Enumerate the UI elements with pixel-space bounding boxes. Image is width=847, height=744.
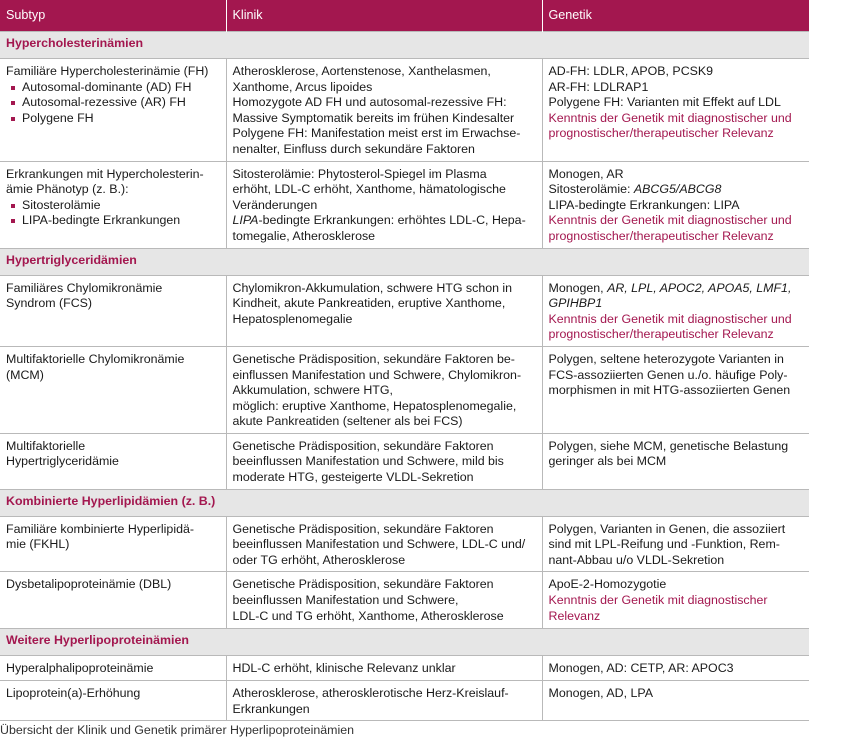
subtyp-text: Hyperalphalipoproteinämie [6,661,154,676]
genetik-cell [542,433,809,489]
relevance-note: prognostischer/therapeutischer Relevanz [548,327,774,342]
text-line: LDL-C und TG erhöht, Xanthome, Atherosklerose [232,608,504,623]
klinik-cell [226,161,542,248]
genetik-cell [542,59,809,162]
text-line: beeinflussen Manifestation und Schwere, mild bis [232,454,504,469]
header-subtyp: Subtyp [0,0,226,32]
text-line: morphismen in mit HTG-assoziierten Genen [548,383,791,398]
relevance-note: Kenntnis der Genetik mit diagnostischer und [548,213,792,228]
header-genetik: Genetik [542,0,809,32]
klinik-cell [226,433,542,489]
text-line: Genetische Prädisposition, sekundäre Faktoren be- [232,351,515,366]
table-row [0,275,809,346]
text-line: Atherosklerose, atherosklerotische Herz-Kreislauf- [232,686,509,701]
text-line: Chylomikron-Akkumulation, schwere HTG schon in [232,280,513,295]
klinik-cell [226,681,542,721]
text-line: Monogen, AR [548,166,624,181]
text-line [233,213,536,229]
subtyp-text: Dysbetalipoproteinämie (DBL) [6,577,172,592]
table-row [0,346,809,433]
text-line: Genetische Prädisposition, sekundäre Faktoren [232,521,494,536]
text-line: Hepatosplenomegalie [232,311,353,326]
genetik-cell [542,572,809,629]
genetik-cell [542,516,809,572]
subtyp-text: (MCM) [6,367,44,382]
klinik-cell [226,346,542,433]
subtyp-text: Syndrom (FCS) [6,296,93,311]
text-line: Veränderungen [232,197,318,212]
text-line: ApoE-2-Homozygotie [548,577,667,592]
list-item: Autosomal-rezessive (AR) FH [22,95,220,111]
klinik-cell [226,516,542,572]
klinik-cell [226,59,542,162]
table-row [0,59,809,162]
text-line: beeinflussen Manifestation und Schwere, LDL-C und/ [232,537,526,552]
table-row [0,433,809,489]
group-title: Hypercholesterinämien [0,32,809,59]
text-line: Kindheit, akute Pankreatiden, eruptive Xanthome, [232,296,506,311]
text-line: Monogen, AD: CETP, AR: APOC3 [548,661,734,676]
relevance-note: prognostischer/therapeutischer Relevanz [548,228,774,243]
text-line: Akkumulation, schwere HTG, [232,383,393,398]
genetik-cell [542,656,809,681]
text-line: Genetische Prädisposition, sekundäre Faktoren [232,438,494,453]
group-row [0,248,809,275]
klinik-cell [226,572,542,629]
text-line [549,182,804,198]
text-line: Erkrankungen [232,701,310,716]
genetik-cell [542,161,809,248]
text-line: erhöht, LDL-C erhöht, Xanthome, hämatologische [232,182,506,197]
subtyp-text: Familiäre kombinierte Hyperlipidä- [6,521,194,536]
text-line: Massive Symptomatik bereits im frühen Kindesalter [232,110,515,125]
subtyp-text: Multifaktorielle [6,438,86,453]
text-line: nenalter, Einfluss durch sekundäre Faktoren [232,141,475,156]
klinik-cell [226,275,542,346]
gene-name: GPIHBP1 [548,296,603,311]
subtyp-cell [0,516,226,572]
text-line [549,281,804,297]
text-line: geringer als bei MCM [548,454,667,469]
gene-name: AR, LPL, APOC2, APOA5, LMF1, [607,280,792,295]
subtyp-cell [0,161,226,248]
table-row [0,161,809,248]
table-row [0,656,809,681]
text-line: Polygene FH: Manifestation meist erst im Erwachse- [232,126,521,141]
relevance-note: Kenntnis der Genetik mit diagnostischer und [548,311,792,326]
text-line: Genetische Prädisposition, sekundäre Faktoren [232,577,494,592]
text-line: Polygen, Varianten in Genen, die assoziiert [548,521,786,536]
text-line: AD-FH: LDLR, APOB, PCSK9 [548,64,714,78]
gene-name: ABCG5/ABCG8 [633,182,722,197]
text-line: Xanthome, Arcus lipoides [232,79,373,94]
text-line: Atherosklerose, Aortenstenose, Xanthelasmen, [232,64,491,78]
relevance-note: prognostischer/therapeutischer Relevanz [548,126,774,141]
subtyp-text: ämie Phänotyp (z. B.): [6,182,129,197]
subtyp-text: Multifaktorielle Chylomikronämie [6,351,185,366]
table-caption: Übersicht der Klinik und Genetik primärer Hyperlipoproteinämien [0,723,354,737]
klinik-cell [226,656,542,681]
genetik-cell [542,346,809,433]
text-line: AR-FH: LDLRAP1 [548,79,649,94]
text-line: möglich: eruptive Xanthome, Hepatosplenomegalie, [232,398,517,413]
text-line: FCS-assoziierten Genen u./o. häufige Poly- [548,367,788,382]
list-item: Polygene FH [22,111,220,127]
subtyp-cell [0,59,226,162]
subtyp-text: Familiäres Chylomikronämie [6,280,163,295]
genetik-cell [542,681,809,721]
text-line: akute Pankreatiden (seltener als bei FCS) [232,414,463,429]
text-line: sind mit LPL-Reifung und -Funktion, Rem- [548,537,780,552]
text-line: Polygen, seltene heterozygote Varianten in [548,351,784,366]
text-line: Polygene FH: Varianten mit Effekt auf LDL [548,95,781,110]
relevance-note: Kenntnis der Genetik mit diagnostischer und [548,110,792,125]
group-row [0,32,809,59]
text-line: tomegalie, Atherosklerose [232,228,376,243]
subtyp-text: Familiäre Hypercholesterinämie (FH) [6,64,209,78]
bullet-list [6,198,220,229]
text-line: moderate HTG, gesteigerte VLDL-Sekretion [232,470,474,485]
text-line: Sitosterolämie: Phytosterol-Spiegel im Plasma [232,166,487,181]
relevance-note: Relevanz [548,608,601,623]
table-row [0,681,809,721]
subtyp-cell [0,433,226,489]
subtyp-cell [0,681,226,721]
bullet-list [6,80,220,127]
group-row [0,629,809,656]
header-row [0,0,809,32]
group-title: Weitere Hyperlipoproteinämien [0,629,809,656]
text-line: LIPA-bedingte Erkrankungen: LIPA [548,197,740,212]
subtyp-text: Erkrankungen mit Hypercholesterin- [6,166,204,181]
gene-name: LIPA [232,213,259,228]
group-title: Hypertriglyceridämien [0,248,809,275]
subtyp-text: Hypertriglyceridämie [6,454,119,469]
text-line: oder TG erhöht, Atherosklerose [232,552,406,567]
text-line: HDL-C erhöht, klinische Relevanz unklar [232,661,456,676]
genetik-cell [542,275,809,346]
group-title: Kombinierte Hyperlipidämien (z. B.) [0,489,809,516]
subtyp-cell [0,572,226,629]
text-line: einflussen Manifestation und Schwere, Chylomikron- [232,367,522,382]
text-fragment: Monogen, [548,280,608,295]
text-line: beeinflussen Manifestation und Schwere, [232,593,459,608]
header-klinik: Klinik [226,0,542,32]
list-item: LIPA-bedingte Erkrankungen [22,213,220,229]
subtyp-cell [0,346,226,433]
table-row [0,516,809,572]
text-line: Monogen, AD, LPA [548,686,653,701]
subtyp-cell [0,275,226,346]
relevance-note: Kenntnis der Genetik mit diagnostischer [548,593,768,608]
subtyp-text: Lipoprotein(a)-Erhöhung [6,686,141,701]
group-row [0,489,809,516]
table-row [0,572,809,629]
subtyp-text: mie (FKHL) [6,537,70,552]
list-item: Sitosterolämie [22,198,220,214]
list-item: Autosomal-dominante (AD) FH [22,80,220,96]
subtyp-cell [0,656,226,681]
text-fragment: -bedingte Erkrankungen: erhöhtes LDL-C, Hepa- [258,213,526,228]
text-line: Homozygote AD FH und autosomal-rezessive FH: [232,95,507,110]
text-line: nant-Abbau u/o VLDL-Sekretion [548,552,725,567]
text-fragment: Sitosterolämie: [548,182,634,197]
text-line: Polygen, siehe MCM, genetische Belastung [548,438,789,453]
